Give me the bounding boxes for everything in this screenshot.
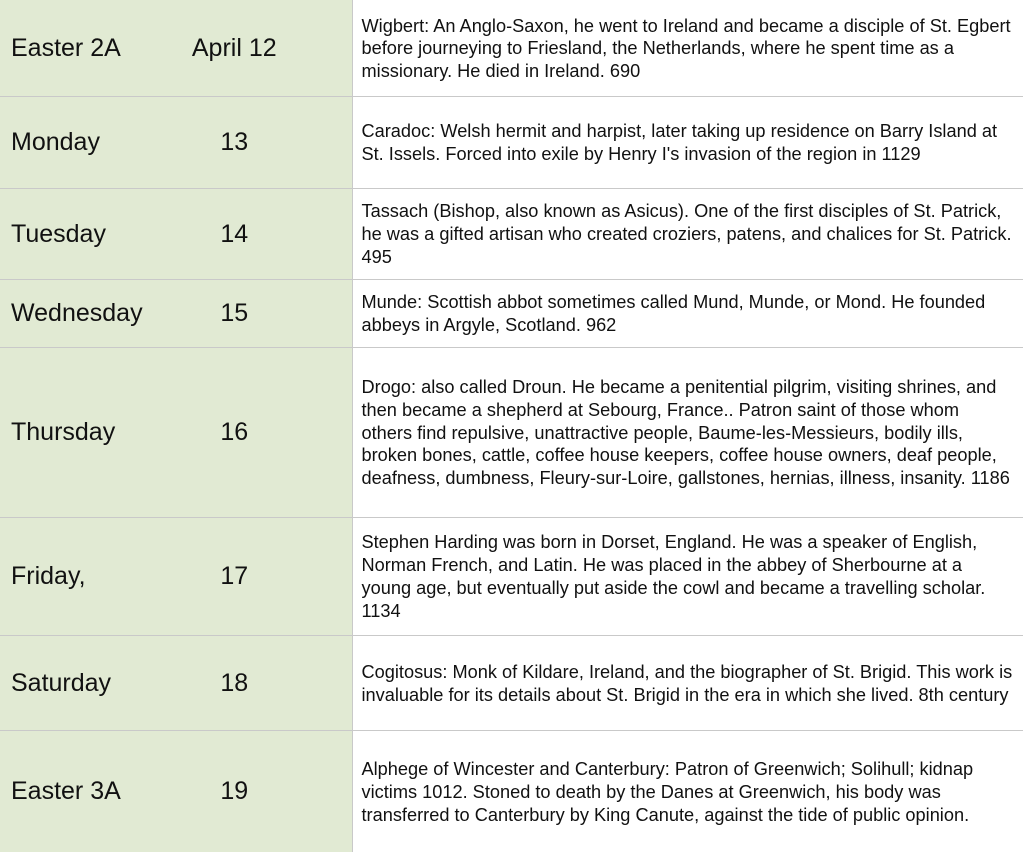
day-cell: Easter 2A <box>0 0 163 96</box>
day-cell: Friday, <box>0 517 163 635</box>
date-cell: April 12 <box>163 0 352 96</box>
day-cell: Saturday <box>0 635 163 730</box>
description-cell: Munde: Scottish abbot sometimes called Mund, Munde, or Mond. He founded abbeys in Argyle, Scotland. 962 <box>352 279 1023 347</box>
description-cell: Stephen Harding was born in Dorset, England. He was a speaker of English, Norman French, and Latin. He was placed in the abbey of Sherbourne at a young age, but eventually put aside the cowl and became a travelling scholar. 1134 <box>352 517 1023 635</box>
table-row <box>0 517 1023 635</box>
day-cell: Easter 3A <box>0 730 163 852</box>
day-cell: Wednesday <box>0 279 163 347</box>
table-row <box>0 279 1023 347</box>
description-cell: Tassach (Bishop, also known as Asicus). One of the first disciples of St. Patrick, he was a gifted artisan who created croziers, patens, and chalices for St. Patrick. 495 <box>352 188 1023 279</box>
date-cell: 16 <box>163 347 352 517</box>
table-row <box>0 635 1023 730</box>
date-cell: 18 <box>163 635 352 730</box>
description-cell: Alphege of Wincester and Canterbury: Patron of Greenwich; Solihull; kidnap victims 1012. Stoned to death by the Danes at Greenwich, his body was transferred to Canterbury by King Canute, against the tide of public opinion. <box>352 730 1023 852</box>
date-cell: 14 <box>163 188 352 279</box>
day-cell: Tuesday <box>0 188 163 279</box>
table-row <box>0 188 1023 279</box>
date-cell: 19 <box>163 730 352 852</box>
date-cell: 15 <box>163 279 352 347</box>
description-cell: Wigbert: An Anglo-Saxon, he went to Ireland and became a disciple of St. Egbert before journeying to Friesland, the Netherlands, where he spent time as a missionary. He died in Ireland. 690 <box>352 0 1023 96</box>
table-row <box>0 0 1023 96</box>
description-cell: Cogitosus: Monk of Kildare, Ireland, and the biographer of St. Brigid. This work is invaluable for its details about St. Brigid in the era in which she lived. 8th century <box>352 635 1023 730</box>
description-cell: Caradoc: Welsh hermit and harpist, later taking up residence on Barry Island at St. Issels. Forced into exile by Henry I's invasion of the region in 1129 <box>352 96 1023 188</box>
date-cell: 17 <box>163 517 352 635</box>
table-row <box>0 347 1023 517</box>
date-cell: 13 <box>163 96 352 188</box>
table-row <box>0 730 1023 852</box>
table-row <box>0 96 1023 188</box>
description-cell: Drogo: also called Droun. He became a penitential pilgrim, visiting shrines, and then became a shepherd at Sebourg, France.. Patron saint of those whom others find repulsive, unattractive people, Baume-les-Messieurs, bodily ills, broken bones, cattle, coffee house keepers, coffee house owners, deaf people, deafness, dumbness, Fleury-sur-Loire, gallstones, hernias, illness, insanity. 1186 <box>352 347 1023 517</box>
day-cell: Thursday <box>0 347 163 517</box>
day-cell: Monday <box>0 96 163 188</box>
